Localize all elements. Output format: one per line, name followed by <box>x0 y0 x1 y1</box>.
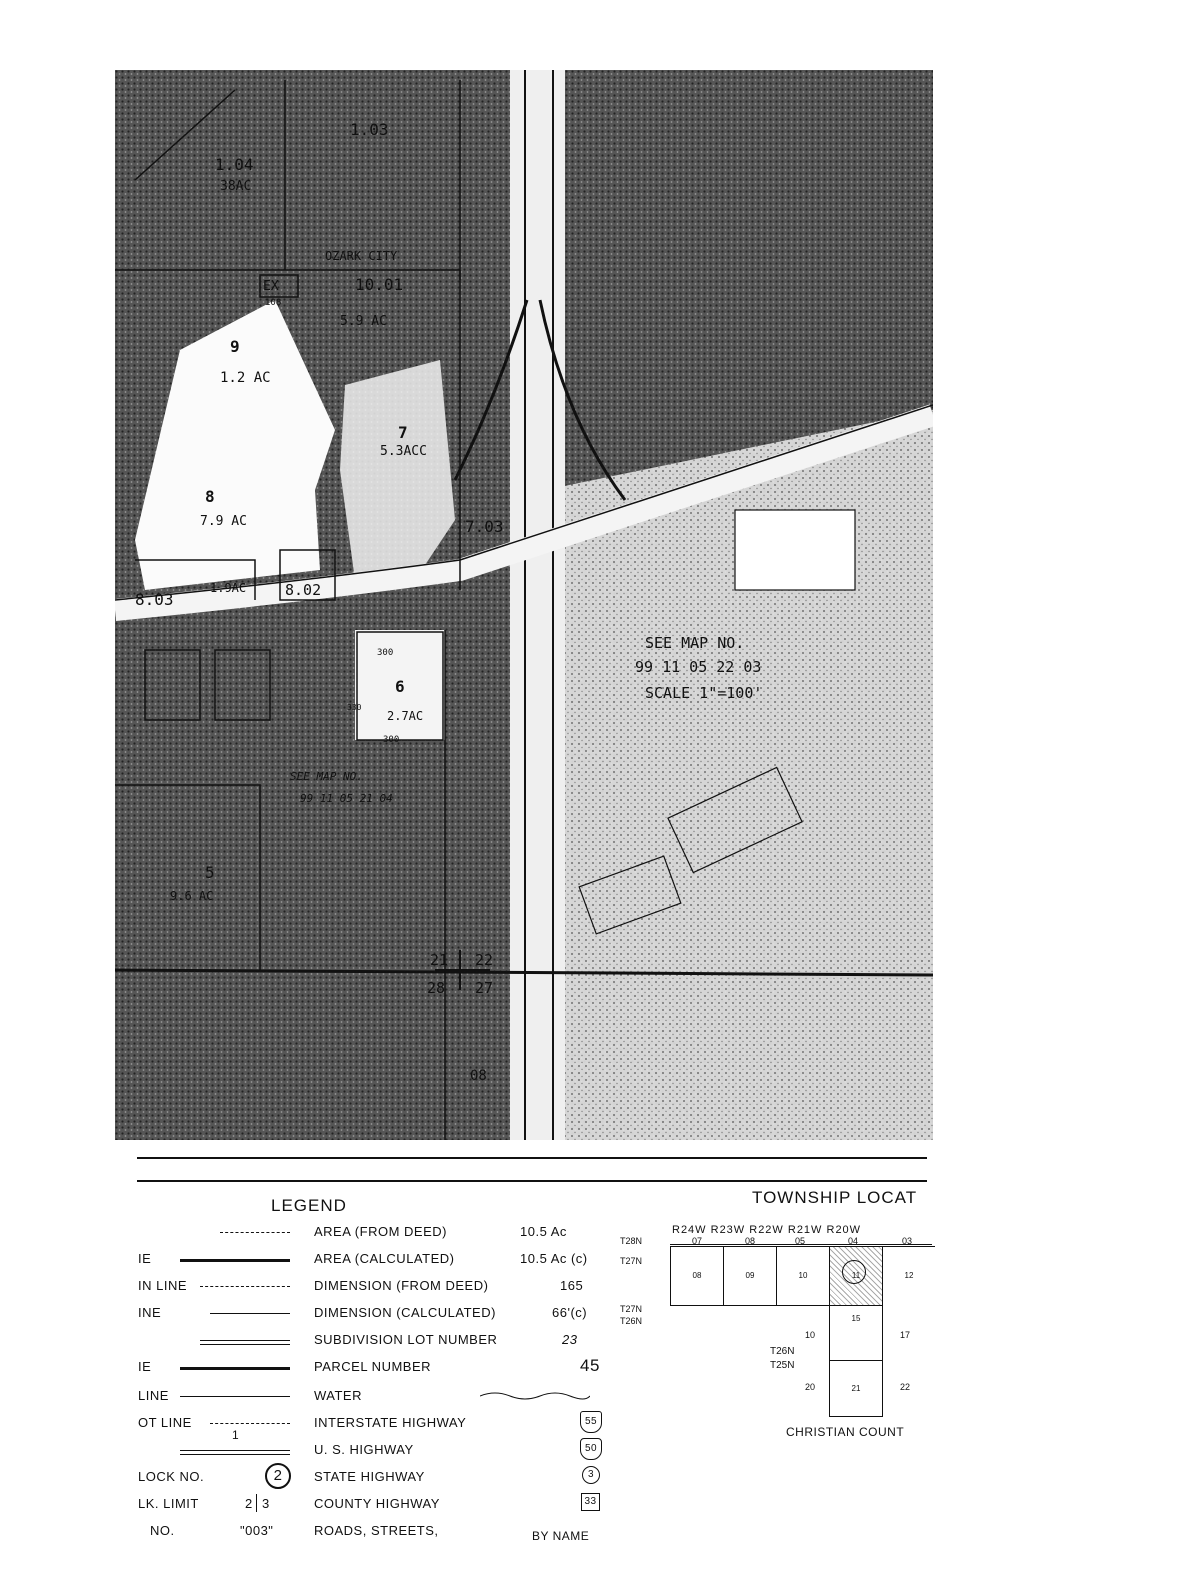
legend-label: WATER <box>314 1388 362 1403</box>
parcel-area: 2.7AC <box>387 709 424 723</box>
legend-label: PARCEL NUMBER <box>314 1359 432 1374</box>
section-number: 22 <box>900 1382 911 1392</box>
us-highway-shield-icon: 50 <box>580 1438 602 1460</box>
legend-label: DIMENSION (FROM DEED) <box>314 1278 489 1293</box>
parcel-area: 5.3ACC <box>380 444 427 459</box>
range-label: R22W <box>749 1224 784 1236</box>
block-limit-example: 2 <box>245 1496 253 1511</box>
township-cell: 15 <box>829 1305 883 1361</box>
section-number: 27 <box>475 979 494 997</box>
legend-example: 45 <box>580 1356 600 1375</box>
lot-number-example: 1 <box>232 1428 240 1442</box>
solid-line-symbol <box>180 1396 290 1403</box>
legend-line-type: LOCK NO. <box>138 1469 205 1484</box>
range-label: R24W <box>672 1224 707 1236</box>
legend-label: AREA (CALCULATED) <box>314 1251 455 1266</box>
legend-title: LEGEND <box>271 1196 347 1215</box>
see-map-label: SEE MAP NO. <box>290 770 363 783</box>
legend-line-type: IN LINE <box>138 1278 188 1293</box>
range-label: R23W <box>710 1224 746 1236</box>
map-bottom-label: 08 <box>470 1068 487 1084</box>
legend-line-type: LINE <box>138 1388 169 1403</box>
legend-row <box>0 1469 620 1496</box>
parcel-number: 7.03 <box>465 517 504 536</box>
legend-label: INTERSTATE HIGHWAY <box>314 1415 467 1430</box>
legend-row <box>0 1523 620 1550</box>
dimension-label: 330 <box>347 703 362 712</box>
legend-example: BY NAME <box>532 1529 590 1543</box>
aerial-map <box>115 70 933 1140</box>
section-number: 20 <box>805 1382 816 1392</box>
legend-line-type: OT LINE <box>138 1415 192 1430</box>
legend-example: 23 <box>562 1332 578 1347</box>
legend-row <box>0 1415 620 1442</box>
township-grid <box>620 1220 940 1439</box>
parcel-number: 7 <box>398 423 408 442</box>
legend-line-type: LK. LIMIT <box>138 1496 199 1511</box>
parcel-number: 8.02 <box>285 581 322 599</box>
section-number: 21 <box>430 951 449 969</box>
parcel-number: 9 <box>230 337 240 356</box>
see-map-number: 99 11 05 22 03 <box>635 658 762 676</box>
township-cell-highlighted: 11 <box>829 1246 883 1306</box>
thick-line-symbol <box>180 1367 290 1376</box>
location-circle-icon <box>842 1260 866 1284</box>
legend-line-type: NO. <box>150 1523 175 1538</box>
legend-label: DIMENSION (CALCULATED) <box>314 1305 496 1320</box>
divider-top <box>137 1157 927 1159</box>
water-line-symbol <box>480 1390 590 1400</box>
township-cell: 09 <box>723 1246 777 1306</box>
legend-row <box>0 1388 620 1415</box>
legend-row <box>0 1428 620 1469</box>
legend-row <box>0 1356 620 1386</box>
township-cell: 10 <box>776 1246 830 1306</box>
legend-row <box>0 1332 620 1359</box>
parcel-number: 1.03 <box>350 120 389 139</box>
interstate-roadway <box>510 70 565 1140</box>
section-number: 03 <box>902 1236 913 1246</box>
parcel-area: 38AC <box>220 179 252 194</box>
legend-example: 66'(c) <box>552 1305 588 1320</box>
legend-row <box>0 1278 620 1305</box>
county-label: CHRISTIAN COUNT <box>786 1425 905 1439</box>
section-number: 17 <box>900 1330 911 1340</box>
parcel-area: 7.9 AC <box>200 514 247 529</box>
solid-line-symbol <box>180 1259 290 1268</box>
legend-example: 10.5 Ac (c) <box>520 1251 588 1266</box>
section-number: 22 <box>475 951 494 969</box>
legend-example: 10.5 Ac <box>520 1224 567 1239</box>
legend-line-type: IE <box>138 1251 152 1266</box>
township-label: T26N <box>770 1346 795 1357</box>
legend-row <box>0 1496 620 1523</box>
parcel-area: 1.2 AC <box>220 370 271 386</box>
section-number: 07 <box>692 1236 703 1246</box>
dashed-line-symbol <box>210 1423 290 1430</box>
block-number-circle-icon: 2 <box>265 1463 291 1489</box>
map-scale: SCALE 1"=100' <box>645 684 763 702</box>
dimension-label: 300 <box>377 648 394 658</box>
parcel-area: 5.9 AC <box>340 314 387 329</box>
legend-line-type: INE <box>138 1305 162 1320</box>
city-label: OZARK CITY <box>325 249 398 263</box>
see-map-label: SEE MAP NO. <box>645 634 745 652</box>
solid-line-symbol <box>210 1313 290 1320</box>
double-line-symbol <box>200 1340 290 1345</box>
range-label-row <box>672 1224 861 1236</box>
legend-label: ROADS, STREETS, <box>314 1523 439 1538</box>
county-highway-square-icon: 33 <box>581 1493 600 1511</box>
dashed-line-symbol <box>200 1286 290 1293</box>
dimension-label: 300 <box>383 735 400 745</box>
parcel-number: 10.01 <box>355 275 404 294</box>
parcel-number: 8.03 <box>135 590 174 609</box>
township-label: T25N <box>770 1360 795 1371</box>
township-label: T27N <box>620 1256 643 1266</box>
township-label: T27N <box>620 1304 643 1314</box>
range-label: R20W <box>826 1224 862 1236</box>
parcel-number: 1.04 <box>215 155 254 174</box>
township-cell: 21 <box>829 1360 883 1417</box>
block-limit-example: 3 <box>262 1496 270 1511</box>
ex-label: EX <box>263 279 279 294</box>
legend-row <box>0 1305 620 1332</box>
legend-example: 165 <box>560 1278 584 1293</box>
legend-label: SUBDIVISION LOT NUMBER <box>314 1332 498 1347</box>
section-number: 10 <box>805 1330 816 1340</box>
legend-line-type: IE <box>138 1359 152 1374</box>
township-label: T28N <box>620 1236 643 1246</box>
number-example: "003" <box>240 1523 274 1538</box>
legend-label: U. S. HIGHWAY <box>314 1442 414 1457</box>
township-label: T26N <box>620 1316 643 1326</box>
divider-bottom <box>137 1180 927 1182</box>
section-number: 05 <box>795 1236 806 1246</box>
range-label: R21W <box>787 1224 823 1236</box>
parcel-number: 6 <box>395 677 405 696</box>
township-cell: 12 <box>882 1246 935 1305</box>
legend-label: COUNTY HIGHWAY <box>314 1496 440 1511</box>
legend-row <box>0 1224 620 1251</box>
township-cell: 08 <box>670 1246 724 1306</box>
block-limit-divider <box>256 1494 257 1512</box>
section-number: 04 <box>848 1236 859 1246</box>
parcel-area: 9.6 AC <box>170 889 214 903</box>
ex-number: 108 <box>265 298 282 308</box>
section-number: 28 <box>427 979 446 997</box>
township-title: TOWNSHIP LOCAT <box>752 1188 918 1207</box>
interstate-shield-icon: 55 <box>580 1411 602 1433</box>
parcel-area: 1.9AC <box>210 581 247 595</box>
state-highway-circle-icon: 3 <box>582 1466 600 1484</box>
legend-row <box>0 1251 620 1278</box>
section-number: 08 <box>745 1236 756 1246</box>
double-line-symbol <box>180 1450 290 1455</box>
see-map-number: 99 11 05 21 04 <box>300 792 393 805</box>
legend-label: STATE HIGHWAY <box>314 1469 425 1484</box>
parcel-number: 8 <box>205 487 215 506</box>
parcel-number: 5 <box>205 863 215 882</box>
dashed-line-symbol <box>220 1232 290 1239</box>
legend-label: AREA (FROM DEED) <box>314 1224 447 1239</box>
